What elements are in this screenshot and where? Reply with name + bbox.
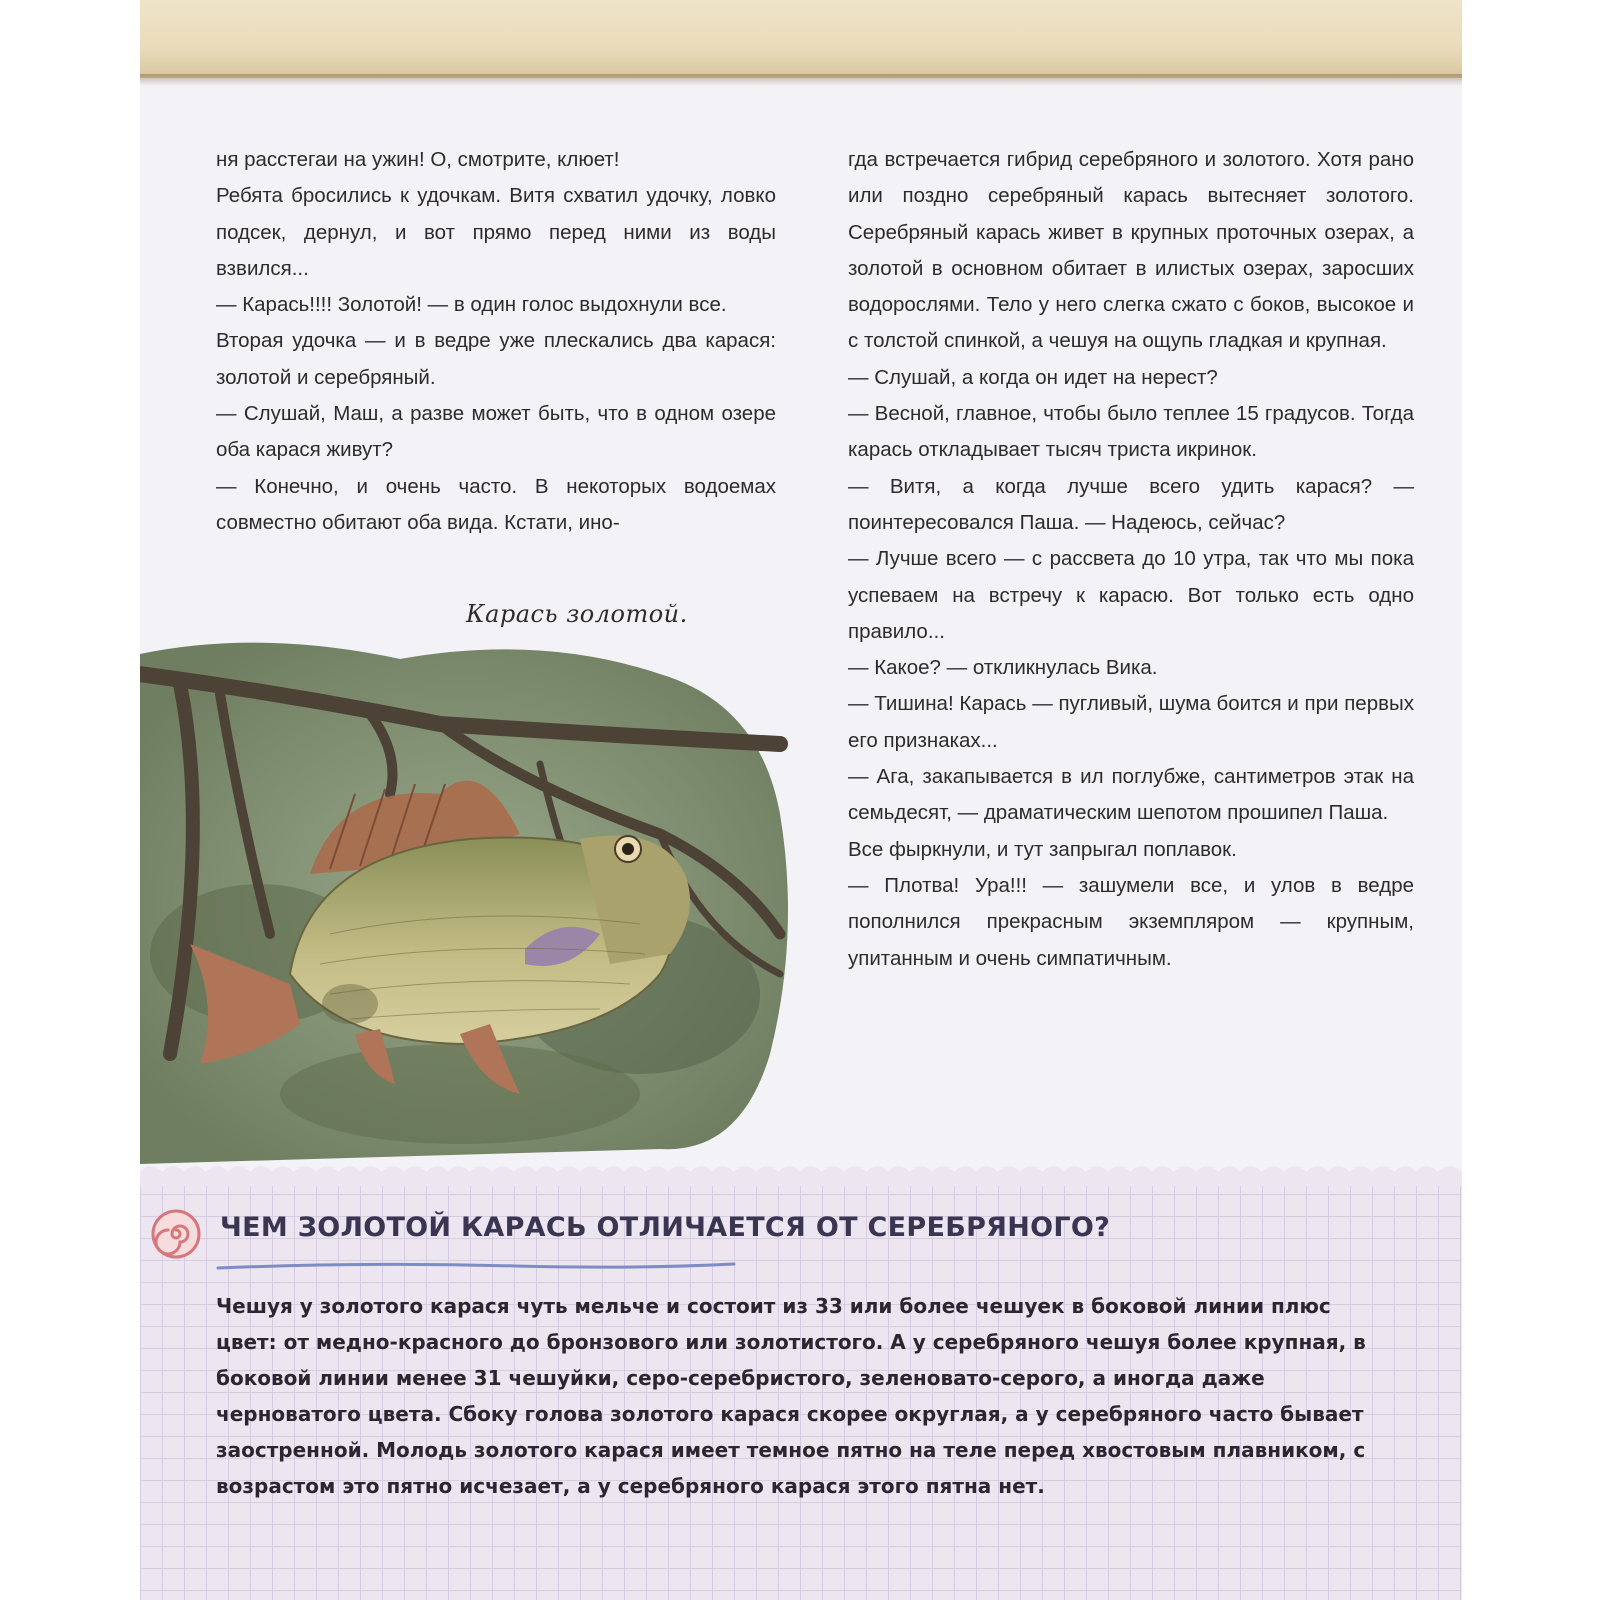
fish-illustration	[140, 634, 800, 1164]
parchment-shadow	[140, 74, 1462, 86]
info-box-heading: ЧЕМ ЗОЛОТОЙ КАРАСЬ ОТЛИЧАЕТСЯ ОТ СЕРЕБРЯНОГО?	[220, 1212, 1111, 1243]
paragraph: — Тишина! Карась — пугливый, шума боится и при первых его признаках...	[848, 692, 1414, 752]
paragraph: Ребята бросились к удочкам. Витя схватил удочку, ловко подсек, дернул, и вот прямо перед ними из воды взвился...	[216, 184, 776, 280]
info-box-text: Чешуя у золотого карася чуть мельче и состоит из 33 или более чешуек в боковой линии плюс цвет: от медно-красного до бронзового или золотистого. А у серебряного чешуя более крупная, в боковой линии менее 31 чешуйки, серо-серебристого, зеленовато-серого, а иногда даже черноватого цвета. Сбоку голова золотого карася скорее округлая, а у серебряного часто бывает заостренной. Молодь золотого карася имеет темное пятно на теле перед хвостовым плавником, с возрастом это пятно исчезает, а у серебряного карася этого пятна нет.	[216, 1294, 1366, 1498]
paragraph: — Слушай, Маш, а разве может быть, что в одном озере оба карася живут?	[216, 402, 776, 462]
paragraph: — Весной, главное, чтобы было теплее 15 градусов. Тогда карась откладывает тысяч триста икринок.	[848, 402, 1414, 462]
paragraph: — Конечно, и очень часто. В некоторых водоемах совместно обитают оба вида. Кстати, ино-	[216, 474, 776, 534]
illustration-caption: Карась золотой.	[466, 600, 688, 628]
paragraph: Вторая удочка — и в ведре уже плескались два карася: золотой и серебряный.	[216, 329, 776, 389]
paragraph: гда встречается гибрид серебряного и золотого. Хотя рано или поздно серебряный карась вытесняет золотого. Серебряный карась живет в крупных проточных озерах, а золотой в основном обитает в илистых озерах, заросших водорослями. Тело у него слегка сжато с боков, высокое и с толстой спинкой, а чешуя на ощупь гладкая и крупная.	[848, 148, 1414, 353]
left-text-column	[216, 142, 776, 541]
paragraph: — Ага, закапывается в ил поглубже, сантиметров этак на семьдесят, — драматическим шепотом прошипел Паша.	[848, 765, 1414, 825]
paragraph: — Слушай, а когда он идет на нерест?	[848, 365, 1218, 389]
paragraph: Все фыркнули, и тут запрыгал поплавок.	[848, 837, 1237, 861]
book-page	[140, 0, 1462, 1600]
scalloped-edge	[140, 1146, 1462, 1186]
paragraph: ня расстегаи на ужин! О, смотрите, клюет!	[216, 148, 620, 171]
parchment-header-strip	[140, 0, 1462, 78]
spiral-icon	[150, 1208, 202, 1260]
paragraph: — Какое? — откликнулась Вика.	[848, 656, 1158, 680]
paragraph: — Плотва! Ура!!! — зашумели все, и улов в ведре пополнился прекрасным экземпляром — крупным, упитанным и очень симпатичным.	[848, 873, 1414, 970]
right-text-column	[848, 142, 1414, 977]
paragraph: — Карась!!!! Золотой! — в один голос выдохнули все.	[216, 293, 727, 317]
paragraph: — Витя, а когда лучше всего удить карася? — поинтересовался Паша. — Надеюсь, сейчас?	[848, 474, 1414, 534]
heading-underline	[216, 1260, 736, 1272]
paragraph: — Лучше всего — с рассвета до 10 утра, так что мы пока успеваем на встречу к карасю. Вот только есть одно правило...	[848, 547, 1414, 643]
